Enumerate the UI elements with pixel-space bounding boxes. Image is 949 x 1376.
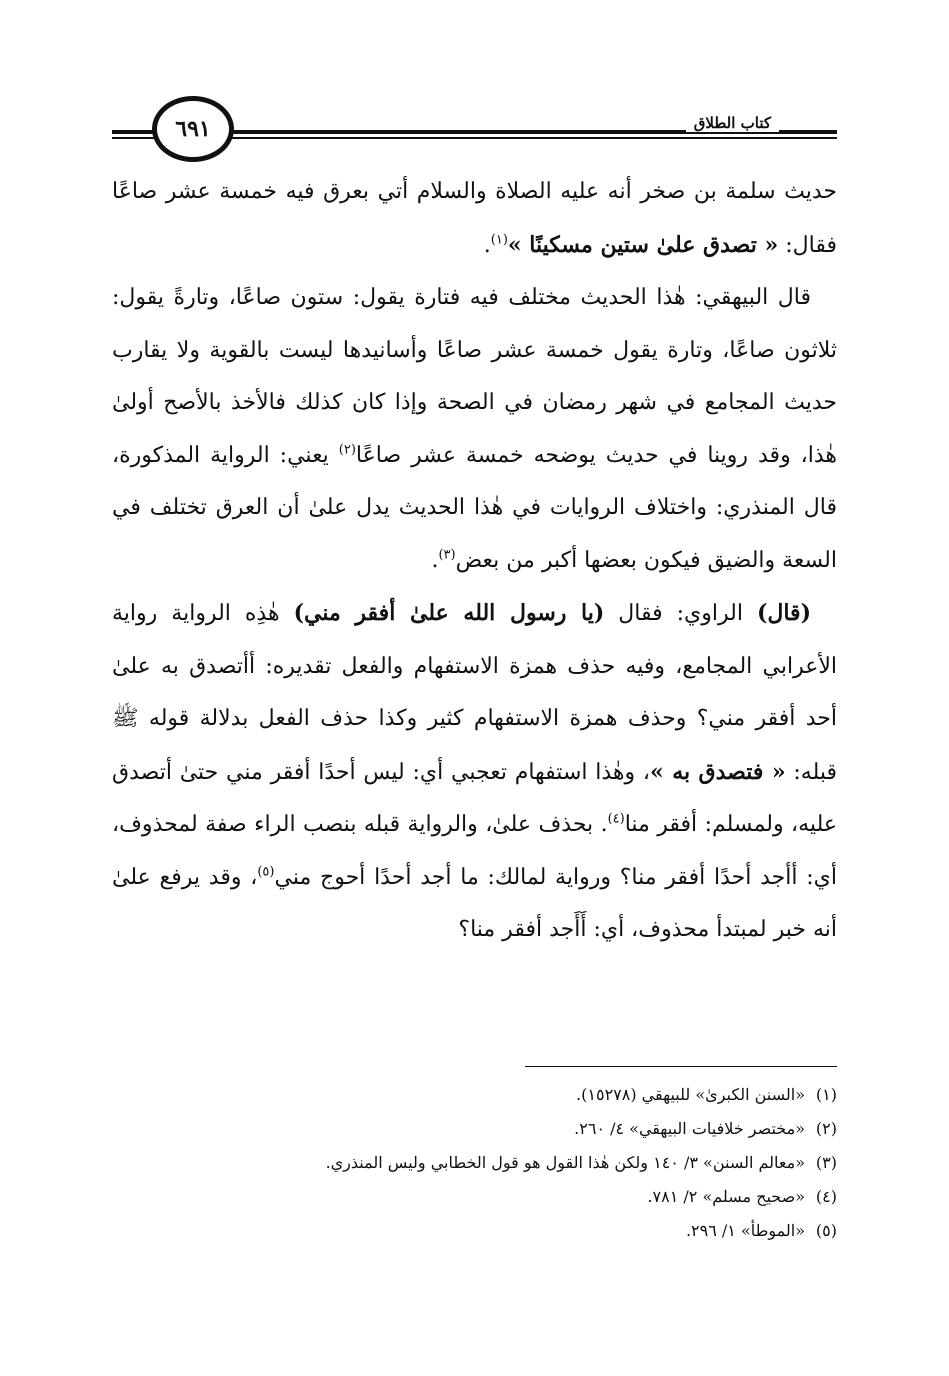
text-run: هٰذِه الرواية رواية الأعرابي المجامع، وفيه حذف همزة الاستفهام والفعل تقديره: أأتصدق به علىٰ أحد أفقر مني؟ وحذف همزة الاستفهام كثير وكذا حذف الفعل بدلالة قوله ﷺ قبله:: [112, 601, 838, 785]
footnotes: [112, 1078, 837, 1248]
hadith-quote: (يا رسول الله علىٰ أفقر مني): [293, 600, 605, 626]
footnote-text: «معالم السنن» ٣/ ١٤٠ ولكن هٰذا القول هو قول الخطابي وليس المنذري.: [325, 1153, 805, 1172]
footnote-number: (٣): [815, 1153, 837, 1172]
footnote-number: (٢): [815, 1119, 837, 1138]
paragraph-1: [112, 166, 837, 272]
page-header: [112, 96, 837, 166]
text-run: ، وقد يرفع علىٰ أنه خبر لمبتدأ محذوف، أي: أَأَجد أفقر منا؟: [112, 864, 837, 942]
footnote-ref: (١): [490, 232, 508, 248]
footnote-ref: (٤): [607, 811, 625, 827]
footnote-item: [112, 1146, 837, 1180]
footnote-ref: (٥): [257, 864, 275, 880]
footnote-text: «صحيح مسلم» ٢/ ٧٨١.: [647, 1187, 805, 1206]
footnote-item: [112, 1078, 837, 1112]
footnote-number: (١): [815, 1085, 837, 1104]
footnote-number: (٥): [815, 1221, 837, 1240]
text-run: .: [431, 547, 439, 573]
footnote-item: [112, 1214, 837, 1248]
footnote-ref: (٣): [438, 547, 456, 563]
text-run: . بحذف علىٰ، والرواية قبله بنصب الراء صفة لمحذوف، أي: أأجد أحدًا أفقر منا؟ ورواية لمالك: ما أجد أحدًا أحوج مني: [112, 812, 837, 890]
footnote-separator: [525, 1066, 837, 1067]
text-run: ، وهٰذا استفهام تعجبي أي: ليس أحدًا أفقر مني حتىٰ أتصدق عليه، ولمسلم: أفقر منا: [112, 759, 837, 837]
footnote-ref: (٢): [338, 442, 356, 458]
hadith-quote: « تصدق علىٰ ستين مسكينًا »: [507, 231, 779, 258]
text-run: قال البيهقي: هٰذا الحديث مختلف فيه فتارة يقول: ستون صاعًا، وتارةً يقول: ثلاثون صاعًا، وتارة يقول خمسة عشر صاعًا وأسانيدها ليست بالقوية ولا يقارب حديث المجامع في شهر رمضان في الصحة وإذا كان كذلك فالأخذ بالأصح أولىٰ هٰذا، وقد روينا في حديث يوضحه خمسة عشر صاعًا: [112, 285, 837, 468]
hadith-quote: « فتصدق به »: [650, 758, 786, 785]
footnote-text: «مختصر خلافيات البيهقي» ٤/ ٢٦٠.: [574, 1119, 805, 1138]
footnote-text: «السنن الكبرىٰ» للبيهقي (١٥٢٧٨).: [576, 1085, 805, 1104]
text-run: حديث سلمة بن صخر أنه عليه الصلاة والسلام أتي بعرق فيه خمسة عشر صاعًا فقال:: [112, 179, 837, 258]
footnote-item: [112, 1180, 837, 1214]
text-run: يعني: الرواية المذكورة، قال المنذري: واختلاف الروايات في هٰذا الحديث يدل علىٰ أن العرق تختلف في السعة والضيق فيكون بعضها أكبر من بعض: [112, 442, 837, 573]
footnote-item: [112, 1112, 837, 1146]
main-text: [112, 166, 837, 957]
commentary-marker: (قال): [756, 600, 811, 626]
page-number: ٦٩١: [152, 96, 234, 162]
text-run: .: [483, 232, 491, 258]
footnote-text: «الموطأ» ١/ ٢٩٦.: [685, 1221, 805, 1240]
chapter-title: كتاب الطلاق: [686, 114, 779, 132]
footnote-number: (٤): [815, 1187, 837, 1206]
text-run: الراوي: فقال: [604, 601, 757, 626]
paragraph-2: [112, 272, 837, 587]
paragraph-3: [112, 587, 837, 957]
header-ornament: [785, 124, 837, 138]
